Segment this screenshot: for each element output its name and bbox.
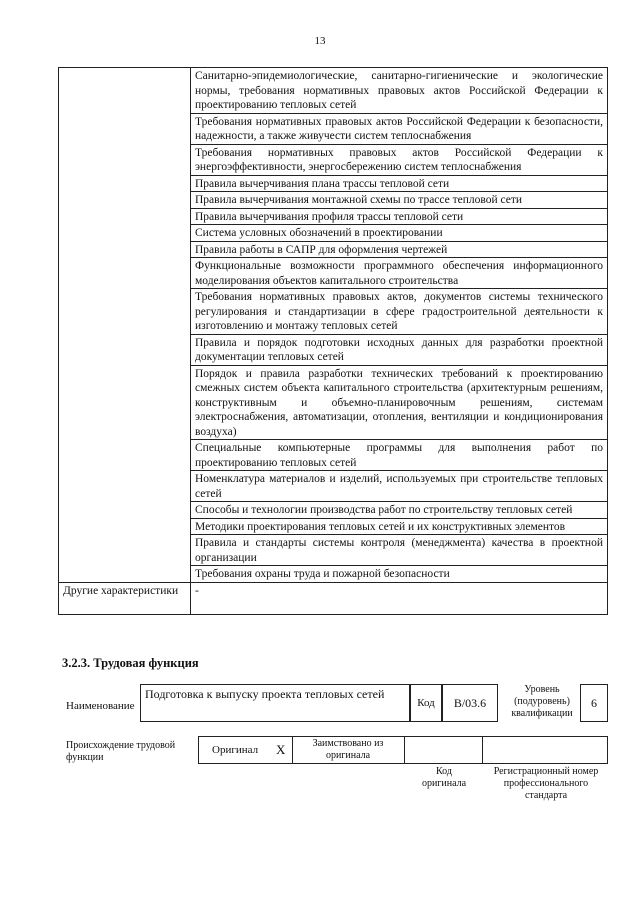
knowledge-item: Специальные компьютерные программы для выполнения работ по проектированию тепловых сетей — [191, 440, 608, 471]
level-value: 6 — [580, 684, 608, 722]
section-title: 3.2.3. Трудовая функция — [62, 656, 199, 670]
knowledge-item: Функциональные возможности программного обеспечения информационного моделирования объектов капитального строительства — [191, 258, 608, 289]
knowledge-label-cell — [59, 68, 191, 583]
other-label: Другие характеристики — [59, 582, 191, 614]
origin-label: Происхождение трудовой функции — [66, 740, 176, 763]
code-value: B/03.6 — [442, 684, 498, 722]
level-label: Уровень (подуровень) квалификации — [511, 684, 573, 719]
table-row — [59, 68, 608, 114]
original-mark: X — [276, 742, 286, 757]
page-number: 13 — [314, 35, 326, 47]
origin-divider-3 — [482, 736, 483, 764]
knowledge-item: Санитарно-эпидемиологические, санитарно-гигиенические и экологические нормы, требования нормативных правовых актов Российской Федерации к проектированию тепловых сетей — [191, 68, 608, 114]
function-name-box — [140, 684, 410, 722]
knowledge-item: Правила работы в САПР для оформления чертежей — [191, 241, 608, 258]
knowledge-item: Требования охраны труда и пожарной безопасности — [191, 566, 608, 583]
knowledge-item: Методики проектирования тепловых сетей и их конструктивных элементов — [191, 518, 608, 535]
knowledge-item: Требования нормативных правовых актов, документов системы технического регулирования и стандартизации в сфере градостроительной деятельности к изготовлению и монтажу тепловых сетей — [191, 289, 608, 335]
knowledge-item: Требования нормативных правовых актов Российской Федерации к безопасности, надежности, а также живучести систем теплоснабжения — [191, 113, 608, 144]
borrowed-label: Заимствовано из оригинала — [312, 738, 384, 761]
original-label: Оригинал — [212, 744, 259, 756]
table-row-other — [59, 582, 608, 614]
knowledge-item: Правила и стандарты системы контроля (менеджмента) качества в проектной организации — [191, 535, 608, 566]
knowledge-item: Способы и технологии производства работ по строительству тепловых сетей — [191, 502, 608, 519]
origin-divider-2 — [404, 736, 405, 764]
function-name-value: Подготовка к выпуску проекта тепловых сетей — [145, 687, 385, 701]
knowledge-item: Система условных обозначений в проектировании — [191, 225, 608, 242]
code-label: Код — [410, 684, 442, 722]
knowledge-item: Правила вычерчивания профиля трассы тепловой сети — [191, 208, 608, 225]
name-label: Наименование — [66, 700, 135, 712]
other-value: - — [191, 582, 608, 614]
knowledge-item: Порядок и правила разработки технических требований к проектированию смежных систем объекта капитального строительства (архитектурным решениям, конструктивным и объемно-планировочным решениям, системам электроснабжения, автоматизации, отопления, вентиляции и кондиционирования воздуха) — [191, 365, 608, 440]
knowledge-item: Правила вычерчивания монтажной схемы по трассе тепловой сети — [191, 192, 608, 209]
code-original-label: Код оригинала — [421, 766, 467, 789]
knowledge-item: Требования нормативных правовых актов Российской Федерации к энергоэффективности, энергосбережению систем теплоснабжения — [191, 144, 608, 175]
knowledge-table — [58, 67, 608, 615]
origin-box — [198, 736, 608, 764]
knowledge-item: Номенклатура материалов и изделий, используемых при строительстве тепловых сетей — [191, 471, 608, 502]
origin-divider-1 — [292, 736, 293, 764]
knowledge-item: Правила вычерчивания плана трассы тепловой сети — [191, 175, 608, 192]
reg-number-label: Регистрационный номер профессионального стандарта — [493, 766, 599, 801]
knowledge-item: Правила и порядок подготовки исходных данных для разработки проектной документации тепловых сетей — [191, 334, 608, 365]
